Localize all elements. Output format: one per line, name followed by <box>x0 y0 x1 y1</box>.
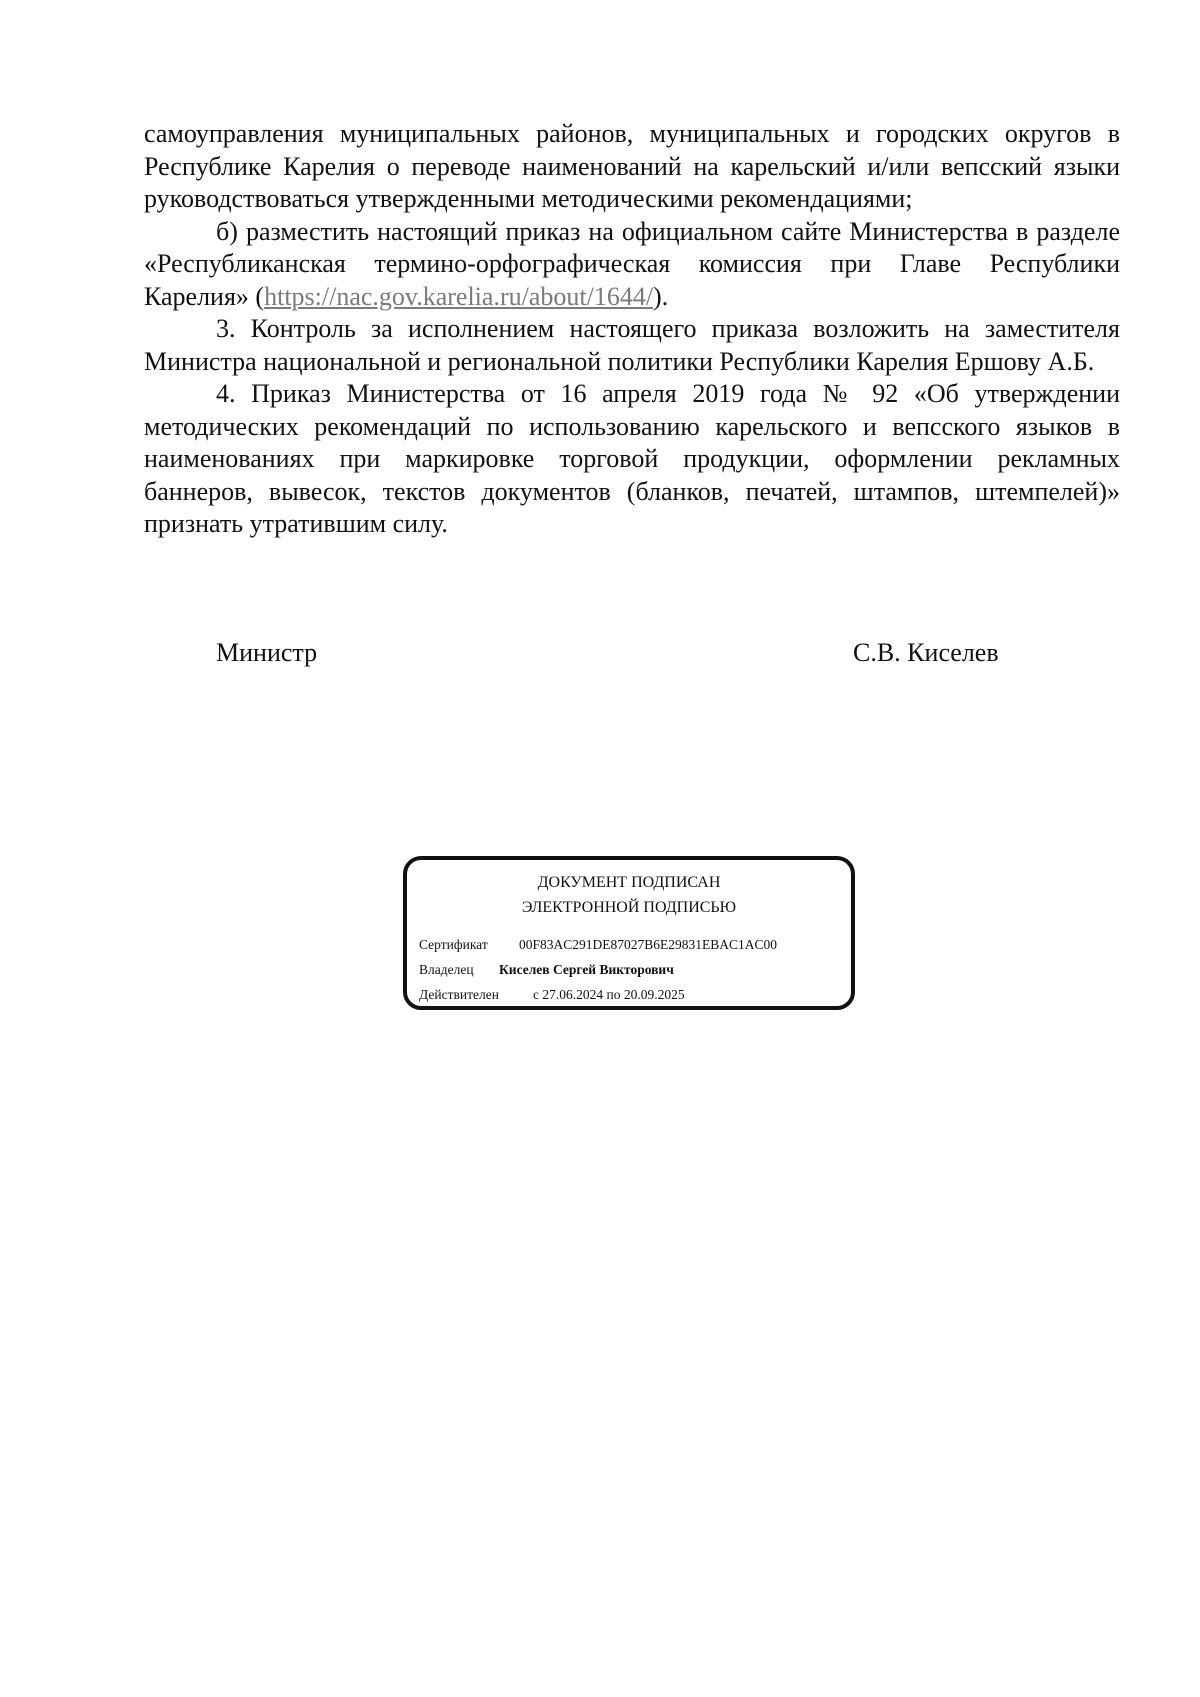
document-body <box>144 118 1120 541</box>
stamp-owner-row <box>419 961 674 979</box>
owner-value: Киселев Сергей Викторович <box>499 962 674 977</box>
paragraph-tail: ). <box>653 281 669 311</box>
stamp-certificate-row <box>419 936 777 954</box>
paragraph-item-b <box>144 216 1120 314</box>
stamp-title <box>407 870 851 920</box>
stamp-title-line1: ДОКУМЕНТ ПОДПИСАН <box>537 874 721 891</box>
validity-label: Действителен <box>419 987 499 1002</box>
electronic-signature-stamp <box>403 856 855 1010</box>
paragraph-text: самоуправления муниципальных районов, муниципальных и городских округов в Республике Карелия о переводе наименований на карельский и/или вепсский языки руководствоваться утвержденными методическими рекомендациями; <box>144 119 1120 213</box>
paragraph-item-3 <box>144 313 1120 378</box>
signatory-name: С.В. Киселев <box>853 638 999 667</box>
paragraph-continuation <box>144 118 1120 216</box>
stamp-validity-row <box>419 986 685 1004</box>
signatory-position: Министр <box>216 638 318 667</box>
paragraph-item-4 <box>144 378 1120 541</box>
owner-label: Владелец <box>419 962 474 977</box>
stamp-title-line2: ЭЛЕКТРОННОЙ ПОДПИСЬЮ <box>521 899 737 916</box>
paragraph-text: б) разместить настоящий приказ на официальном сайте Министерства в разделе «Республиканская термино-орфографическая комиссия при Главе Республики Карелия» ( <box>144 216 1120 311</box>
certificate-label: Сертификат <box>419 937 488 952</box>
ministry-site-link[interactable]: https://nac.gov.karelia.ru/about/1644/ <box>264 281 654 311</box>
paragraph-text: 4. Приказ Министерства от 16 апреля 2019 года № 92 «Об утверждении методических рекомендаций по использованию карельского и вепсского языков в наименованиях при маркировке торговой продукции, оформлении рекламных баннеров, вывесок, текстов документов (бланков, печатей, штампов, штемпелей)» признать утратившим силу. <box>144 379 1120 538</box>
paragraph-text: 3. Контроль за исполнением настоящего приказа возложить на заместителя Министра национальной и региональной политики Республики Карелия Ершову А.Б. <box>144 314 1120 376</box>
validity-value: с 27.06.2024 по 20.09.2025 <box>533 987 685 1002</box>
certificate-value: 00F83AC291DE87027B6E29831EBAC1AC00 <box>519 937 778 952</box>
